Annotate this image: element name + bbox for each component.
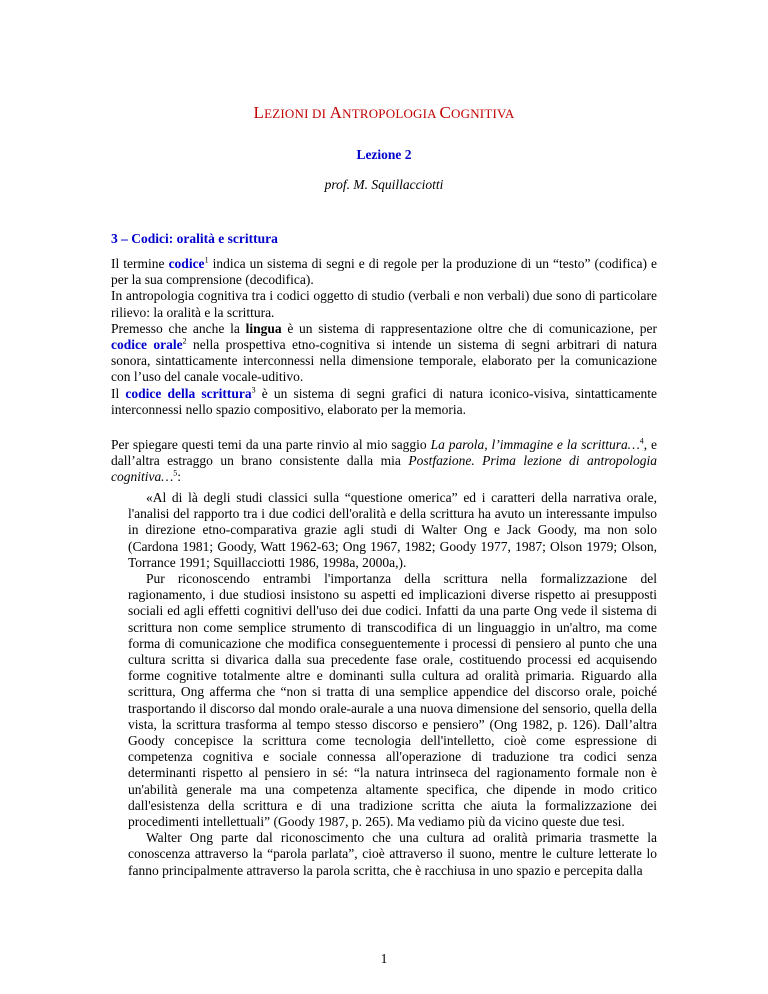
body-paragraphs xyxy=(111,256,657,418)
title-part: L xyxy=(253,103,265,122)
term-lingua: lingua xyxy=(245,320,282,336)
page-number: 1 xyxy=(380,951,388,966)
footnote-ref[interactable]: 2 xyxy=(182,336,187,346)
text-run: Per spiegare questi temi da una parte rinvio al mio saggio xyxy=(111,437,431,452)
text-run: , e dall’altra estraggo un brano consistente dalla mia xyxy=(111,437,657,469)
paragraph-codice-orale xyxy=(111,321,657,386)
book-title: Postfazione. Prima lezione di antropologia cognitiva… xyxy=(111,453,658,485)
lesson-number: Lezione 2 xyxy=(356,147,412,162)
text-run: Premesso che anche la xyxy=(111,320,246,336)
text-run: indica un sistema di segni e di regole per la produzione di un “testo” (codifica) e per la sua comprensione (decodifica). xyxy=(111,256,657,288)
text-run: nella prospettiva etno-cognitiva si intende un sistema di segni arbitrari di natura sonora, sintatticamente interconnessi nella dimensione temporale, elaborato per la comunicazione con l’uso del canale vocale-uditivo. xyxy=(111,337,657,385)
document-title xyxy=(0,103,768,123)
quote-paragraph: Walter Ong parte dal riconoscimento che una cultura ad oralità primaria trasmette la conoscenza attraverso la “parola parlata”, cioè attraverso il suono, mentre le culture letterate lo fanno principalmente attraverso la parola scritta, che è racchiusa in uno spazio e percepita dalla xyxy=(128,830,657,878)
text-run: è un sistema di segni grafici di natura iconico-visiva, sintatticamente interconnessi nello spazio compositivo, elaborato per la memoria. xyxy=(111,385,658,417)
paragraph-antropologia: In antropologia cognitiva tra i codici oggetto di studio (verbali e non verbali) due sono di particolare rilievo: la oralità e la scrittura. xyxy=(111,288,657,320)
title-part: NTROPOLOGIA xyxy=(342,106,440,121)
footnote-ref[interactable]: 4 xyxy=(639,436,644,446)
title-part: C xyxy=(439,103,452,122)
book-title: La parola, l’immagine e la scrittura… xyxy=(430,437,640,452)
text-run: : xyxy=(177,469,182,485)
term-codice: codice xyxy=(168,256,205,271)
paragraph-codice xyxy=(111,256,657,288)
block-quote xyxy=(128,490,657,879)
title-part: OGNITIVA xyxy=(451,106,515,121)
term-codice-scrittura: codice della scrittura xyxy=(125,385,252,401)
footnote-ref[interactable]: 3 xyxy=(251,385,256,395)
text-run: Il xyxy=(111,385,126,401)
footnote-ref[interactable]: 1 xyxy=(204,255,209,265)
text-run: è un sistema di rappresentazione oltre che di comunicazione, per xyxy=(281,320,658,336)
intro-paragraph xyxy=(111,437,657,486)
term-codice-orale: codice orale xyxy=(111,337,183,353)
title-part: A xyxy=(329,103,343,122)
title-part: EZIONI DI xyxy=(264,106,330,121)
paragraph-rinvio xyxy=(111,437,657,486)
paragraph-codice-scrittura xyxy=(111,386,657,418)
quote-paragraph: «Al di là degli studi classici sulla “questione omerica” ed i caratteri della narrativa orale, l'analisi del rapporto tra i due codici dell'oralità e della scrittura ha avuto un interessante impulso in direzione etno-comparativa grazie agli studi di Walter Ong e Jack Goody, ma non solo (Cardona 1981; Goody, Watt 1962-63; Ong 1967, 1982; Goody 1977, 1987; Olson 1979; Olson, Torrance 1991; Squillacciotti 1986, 1998a, 2000a,). xyxy=(128,490,657,570)
author-name: prof. M. Squillacciotti xyxy=(324,177,444,192)
quote-paragraph: Pur riconoscendo entrambi l'importanza della scrittura nella formalizzazione del ragionamento, i due studiosi insistono su aspetti ed implicazioni diverse rispetto ai presupposti sociali ed agli effetti cognitivi dell'uso dei due codici. Infatti da una parte Ong vede il sistema di scrittura non come semplice strumento di transcodifica di un linguaggio in un'altro, ma come forma di comunicazione che modifica conseguentemente i processi di pensiero al punto che una cultura scritta si divarica dalla sua precedente fase orale, costituendo processi ed acquisendo forme cognitive totalmente altre e dominanti sulla cultura ad oralità primaria. Riguardo alla scrittura, Ong afferma che “non si tratta di una semplice appendice del discorso orale, poiché trasportando il discorso dal mondo orale-aurale a una nuova dimensione del sensorio, quella della vista, la scrittura trasforma al tempo stesso discorso e pensiero” (Ong 1982, p. 126). Dall’altra Goody concepisce la scrittura come tecnologia dell'intelletto, cioè come espressione di competenza cognitiva e sociale connessa all'operazione di traduzione tra codici senza determinanti rispetto al pensiero in sé: “la natura intrinseca del ragionamento formale non è un'abilità generale ma una competenza altamente specifica, che dipende in modo critico dall'esistenza della scrittura e di una tradizione scritta che aiuta la formalizzazione dei procedimenti intellettuali” (Goody 1987, p. 265). Ma vediamo più da vicino queste due tesi. xyxy=(128,571,657,830)
section-heading: 3 – Codici: oralità e scrittura xyxy=(111,231,278,246)
text-run: Il termine xyxy=(111,256,169,271)
footnote-ref[interactable]: 5 xyxy=(173,468,178,478)
